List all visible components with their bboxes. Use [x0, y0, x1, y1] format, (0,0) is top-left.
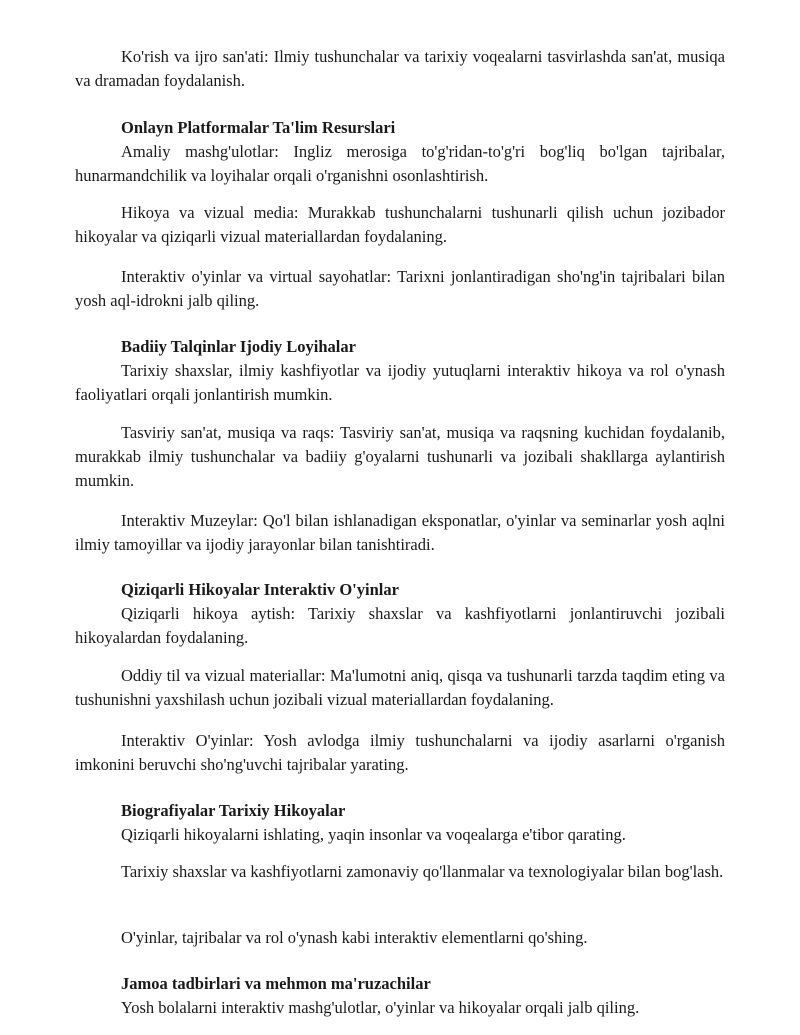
paragraph: Hikoya va vizual media: Murakkab tushunchalarni tushunarli qilish uchun jozibador hikoyalar va qiziqarli vizual materiallardan foydalaning.: [75, 203, 725, 246]
section-heading: Jamoa tadbirlari va mehmon ma'ruzachilar: [121, 974, 431, 993]
paragraph: Tasviriy san'at, musiqa va raqs: Tasviriy san'at, musiqa va raqsning kuchidan foydalanib, murakkab ilmiy tushunchalar va badiiy g'oyalarni tushunarli va jozibali shakllarga aylantirish mumkin.: [75, 423, 725, 490]
paragraph: Oddiy til va vizual materiallar: Ma'lumotni aniq, qisqa va tushunarli tarzda taqdim eting va tushunishni yaxshilash uchun jozibali vizual materiallardan foydalaning.: [75, 666, 725, 709]
section-biographies: [75, 799, 725, 847]
paragraph: Qiziqarli hikoyalarni ishlating, yaqin insonlar va voqealarga e'tibor qarating.: [121, 825, 626, 844]
section-heading: Biografiyalar Tarixiy Hikoyalar: [121, 801, 346, 820]
paragraph: Amaliy mashg'ulotlar: Ingliz merosiga to'g'ridan-to'g'ri bog'liq bo'lgan tajribalar, hunarmandchilik va loyihalar orqali o'rganishni osonlashtirish.: [75, 142, 725, 185]
paragraph: Interaktiv o'yinlar va virtual sayohatlar: Tarixni jonlantiradigan sho'ng'in tajribalari bilan yosh aql-idrokni jalb qiling.: [75, 267, 725, 310]
section-stories-p3: [75, 729, 725, 777]
intro-paragraph: [75, 45, 725, 93]
section-stories-p2: [75, 664, 725, 712]
section-heading: Qiziqarli Hikoyalar Interaktiv O'yinlar: [121, 580, 399, 599]
paragraph: Ko'rish va ijro san'ati: Ilmiy tushunchalar va tarixiy voqealarni tasvirlashda san'at, musiqa va dramadan foydalanish.: [75, 47, 725, 90]
section-online-platforms-p3: [75, 265, 725, 313]
section-online-platforms-p2: [75, 201, 725, 249]
section-artistic-interpretations: [75, 335, 725, 407]
paragraph: Yosh bolalarni interaktiv mashg'ulotlar, o'yinlar va hikoyalar orqali jalb qiling.: [121, 998, 640, 1017]
section-artistic-p2: [75, 421, 725, 493]
paragraph: Interaktiv Muzeylar: Qo'l bilan ishlanadigan eksponatlar, o'yinlar va seminarlar yosh aqlni ilmiy tamoyillar va ijodiy jarayonlar bilan tanishtiradi.: [75, 511, 725, 554]
section-biographies-p3: [75, 926, 725, 950]
section-online-platforms: [75, 116, 725, 188]
paragraph: Tarixiy shaxslar, ilmiy kashfiyotlar va ijodiy yutuqlarni interaktiv hikoya va rol o'ynash faoliyatlari orqali jonlantirish mumkin.: [75, 361, 725, 404]
section-biographies-p2: [75, 860, 725, 884]
paragraph: Qiziqarli hikoya aytish: Tarixiy shaxslar va kashfiyotlarni jonlantiruvchi jozibali hikoyalardan foydalaning.: [75, 604, 725, 647]
section-community-events: [75, 972, 725, 1020]
paragraph: Tarixiy shaxslar va kashfiyotlarni zamonaviy qo'llanmalar va texnologiyalar bilan bog'lash.: [121, 862, 724, 881]
section-heading: Badiiy Talqinlar Ijodiy Loyihalar: [121, 337, 356, 356]
section-artistic-p3: [75, 509, 725, 557]
section-interesting-stories: [75, 578, 725, 650]
paragraph: O'yinlar, tajribalar va rol o'ynash kabi interaktiv elementlarni qo'shing.: [121, 928, 588, 947]
section-heading: Onlayn Platformalar Ta'lim Resurslari: [121, 118, 396, 137]
paragraph: Interaktiv O'yinlar: Yosh avlodga ilmiy tushunchalarni va ijodiy asarlarni o'rganish imkonini beruvchi sho'ng'uvchi tajribalar yarating.: [75, 731, 725, 774]
